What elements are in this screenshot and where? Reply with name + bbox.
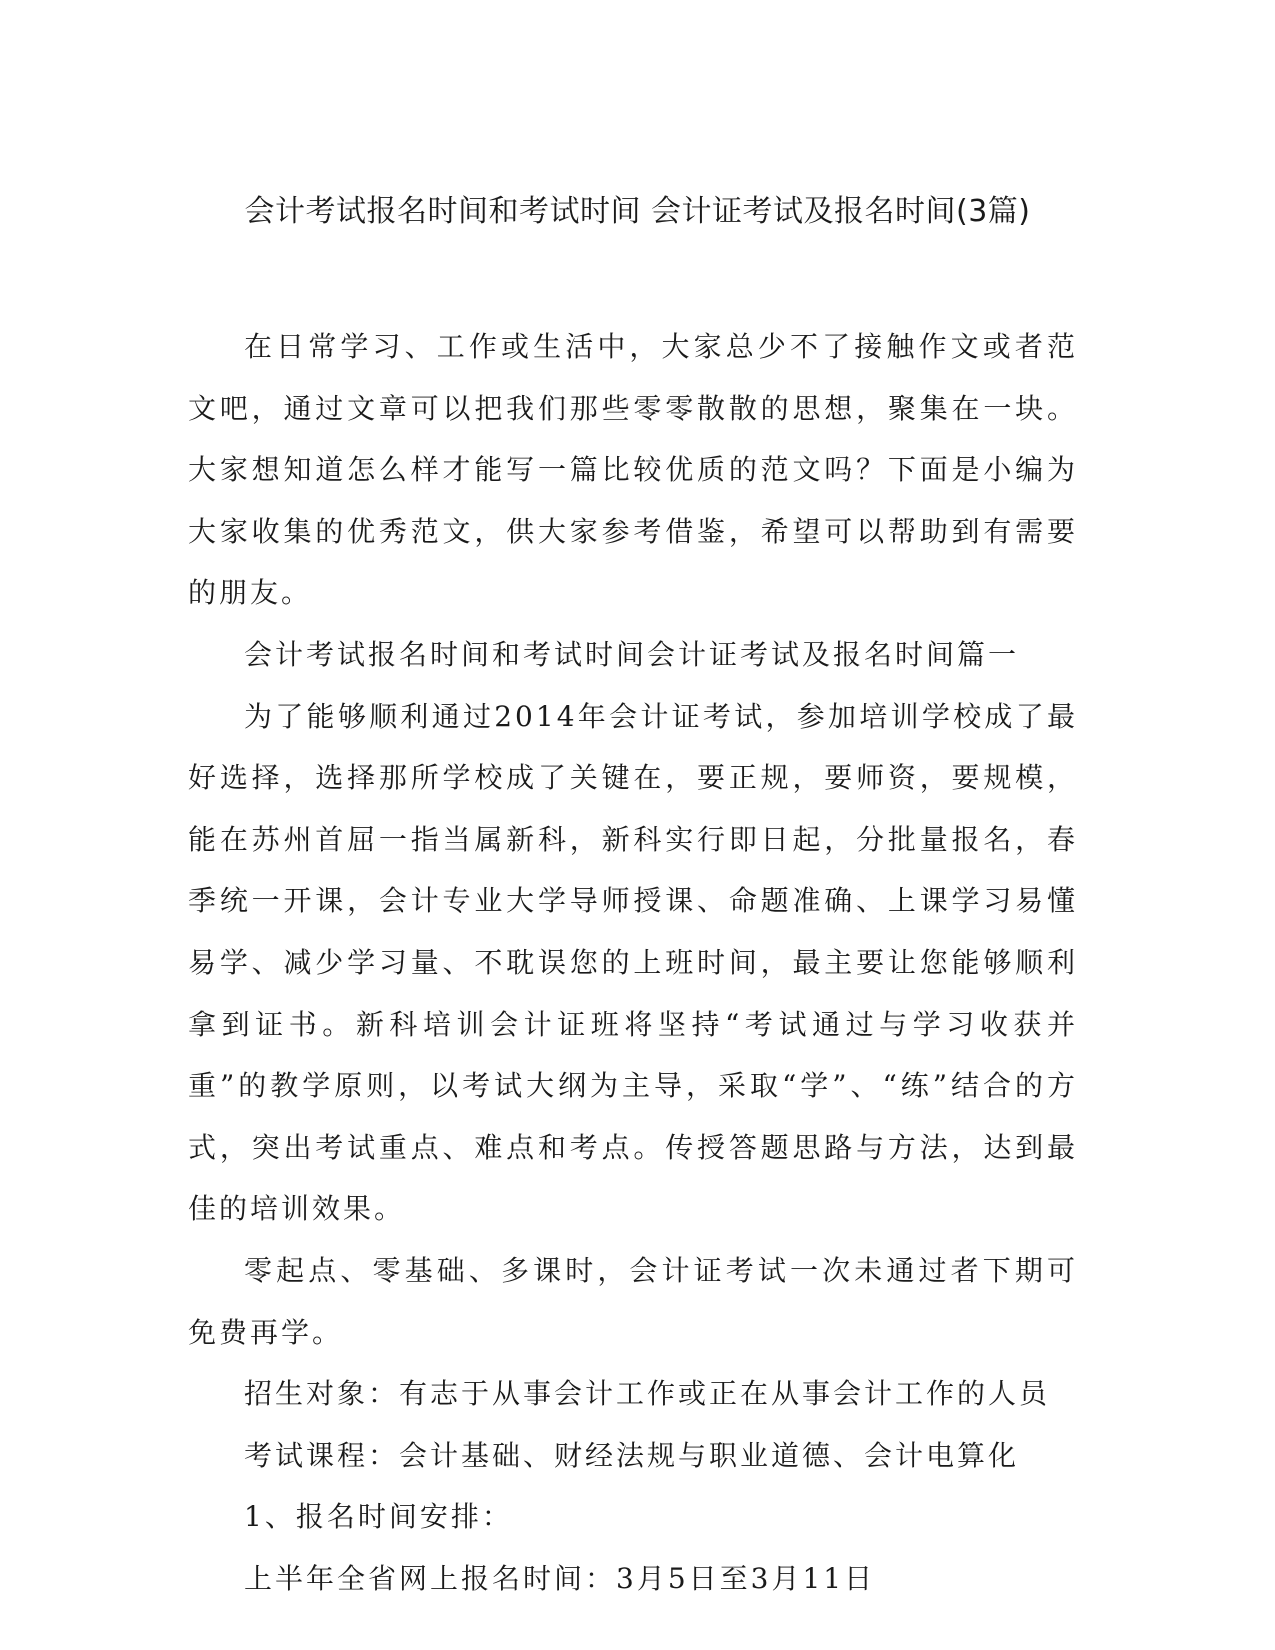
- paragraph-section-heading: 会计考试报名时间和考试时间会计证考试及报名时间篇一: [244, 637, 1020, 671]
- paragraph-exam-courses: 考试课程：会计基础、财经法规与职业道德、会计电算化: [244, 1438, 1020, 1472]
- paragraph-target-audience: 招生对象：有志于从事会计工作或正在从事会计工作的人员: [244, 1377, 1051, 1411]
- document-body: [188, 316, 1078, 1609]
- paragraph-training: 为了能够顺利通过2014年会计证考试，参加培训学校成了最好选择，选择那所学校成了关键在，要正规，要师资，要规模，能在苏州首屈一指当属新科，新科实行即日起，分批量报名，春季统一开课，会计专业大学导师授课、命题准确、上课学习易懂易学、减少学习量、不耽误您的上班时间，最主要让您能够顺利拿到证书。新科培训会计证班将坚持“考试通过与学习收获并重”的教学原则，以考试大纲为主导，采取“学”、“练”结合的方式，突出考试重点、难点和考点。传授答题思路与方法，达到最佳的培训效果。: [188, 699, 1078, 1226]
- paragraph-zero-start: 零起点、零基础、多课时，会计证考试一次未通过者下期可免费再学。: [188, 1253, 1078, 1349]
- document-title: 会计考试报名时间和考试时间 会计证考试及报名时间(3篇): [244, 194, 1031, 229]
- paragraph-registration-heading: 1、报名时间安排：: [244, 1500, 513, 1534]
- paragraph-intro: 在日常学习、工作或生活中，大家总少不了接触作文或者范文吧，通过文章可以把我们那些零零散散的思想，聚集在一块。大家想知道怎么样才能写一篇比较优质的范文吗？下面是小编为大家收集的优秀范文，供大家参考借鉴，希望可以帮助到有需要的朋友。: [188, 330, 1078, 610]
- paragraph-registration-time: 上半年全省网上报名时间：3月5日至3月11日: [244, 1561, 876, 1595]
